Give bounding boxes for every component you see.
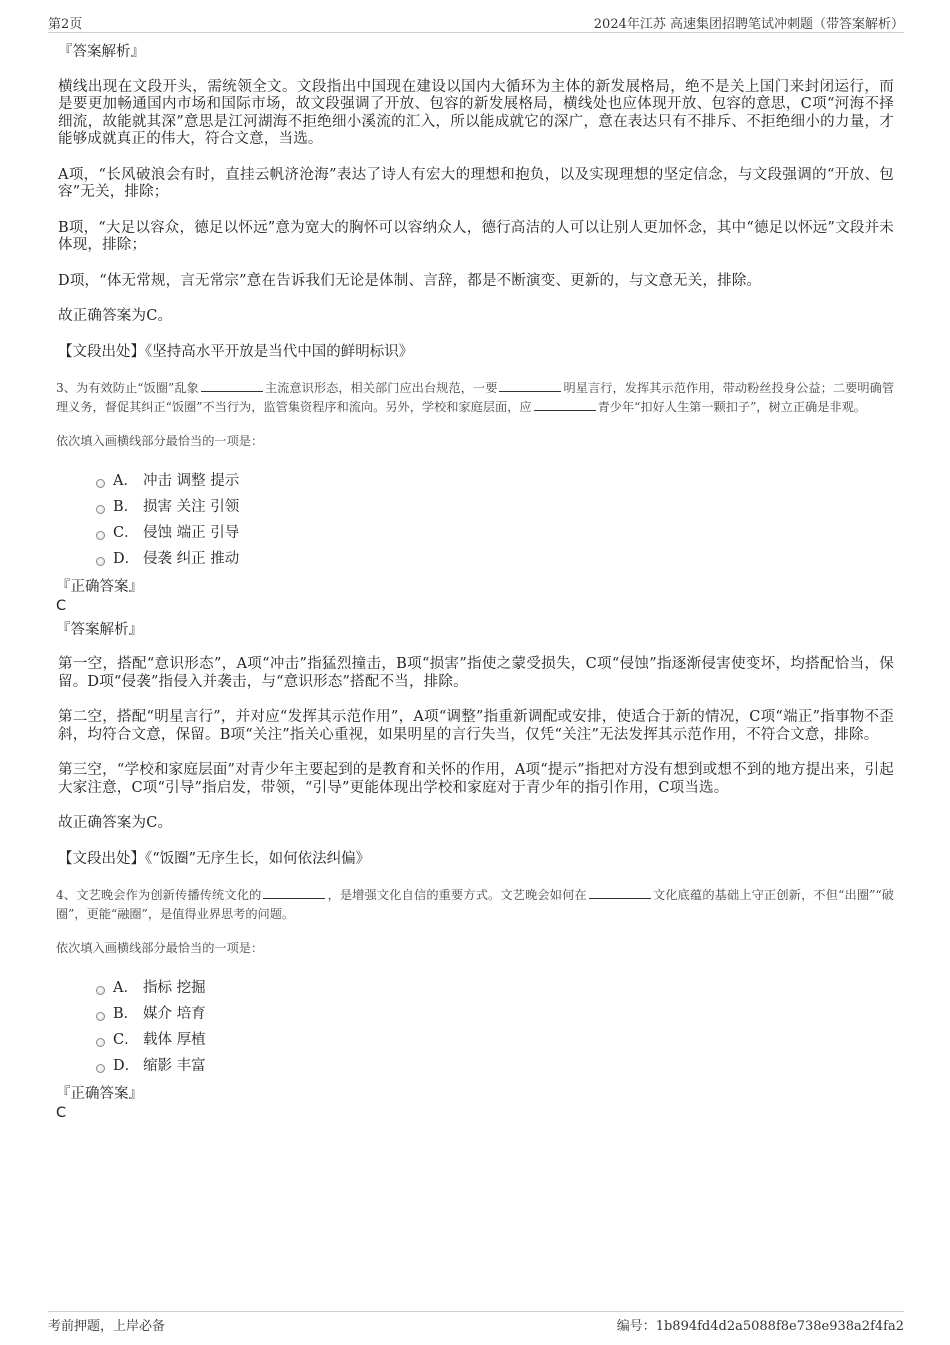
radio-icon[interactable] [96,986,105,995]
q3-prompt: 依次填入画横线部分最恰当的一项是： [56,434,264,448]
radio-icon[interactable] [96,531,105,540]
q2-analysis-label: 『答案解析』 [58,44,145,60]
page-number: 第2页 [48,16,83,32]
fill-blank [589,887,651,899]
fill-blank [263,887,325,899]
fill-blank [534,399,596,411]
q2-analysis-paragraph: B项，“大足以容众，德足以怀远”意为宽大的胸怀可以容纳众人，德行高洁的人可以让别人更加怀念，其中“德足以怀远”文段并未体现，排除； [58,219,894,253]
q3-analysis-paragraph: 第一空，搭配“意识形态”，A项“冲击”指猛烈撞击，B项“损害”指使之蒙受损失，C项“侵蚀”指逐渐侵害使变坏，均搭配恰当，保留。D项“侵袭”指侵入并袭击，与“意识形态”搭配不当，排除。 [58,656,894,690]
q4-stem: 4、文艺晚会作为创新传播传统文化的 ，是增强文化自信的重要方式。文艺晚会如何在 文化底蕴的基础上守正创新，不但“出圈”“破圈”，更能“融圈”，是值得业界思考的问题。 [56,888,894,921]
page-content [58,44,894,1129]
footer-slogan: 考前押题，上岸必备 [48,1318,166,1334]
q3-source: 【文段出处】《“饭圈”无序生长，如何依法纠偏》 [58,850,371,867]
fill-blank [499,380,561,392]
q3-analysis-paragraph: 第二空，搭配“明星言行”，并对应“发挥其示范作用”，A项“调整”指重新调配或安排，使适合于新的情况，C项“端正”指事物不歪斜，均符合文意，保留。B项“关注”指关心重视，如果明星的言行失当，仅凭“关注”无法发挥其示范作用，不符合文意，排除。 [58,709,894,743]
q4-answer: C [56,1105,67,1121]
q3-answer-label: 『正确答案』 [56,578,143,595]
q3-options [96,469,894,573]
q4-option-c[interactable]: C． 载体 厚植 [96,1028,894,1054]
radio-icon[interactable] [96,1064,105,1073]
q3-analysis-paragraph: 第三空，“学校和家庭层面”对青少年主要起到的是教育和关怀的作用，A项“提示”指把对方没有想到或想不到的地方提出来，引起大家注意，C项“引导”指启发，带领，“引导”更能体现出学校和家庭对于青少年的指引作用，C项当选。 [58,762,894,796]
q4-prompt: 依次填入画横线部分最恰当的一项是： [56,941,264,955]
q4-option-d[interactable]: D． 缩影 丰富 [96,1054,894,1080]
q3-conclusion: 故正确答案为C。 [58,815,173,831]
q2-analysis-paragraph: D项，“体无常规，言无常宗”意在告诉我们无论是体制、言辞，都是不断演变、更新的，与文意无关，排除。 [58,272,762,289]
q2-source: 【文段出处】《坚持高水平开放是当代中国的鲜明标识》 [58,343,414,360]
radio-icon[interactable] [96,505,105,514]
document-id: 编号：1b894fd4d2a5088f8e738e938a2f4fa2 [616,1318,904,1334]
q4-answer-label: 『正确答案』 [56,1085,143,1102]
q4-option-a[interactable]: A． 指标 挖掘 [96,976,894,1002]
q3-analysis-label: 『答案解析』 [56,621,143,638]
q2-analysis-paragraph: 横线出现在文段开头，需统领全文。文段指出中国现在建设以国内大循环为主体的新发展格局，绝不是关上国门来封闭运行，而是要更加畅通国内市场和国际市场，故文段强调了开放、包容的新发展格局，横线处也应体现开放、包容的意思，C项“河海不择细流，故能就其深”意思是江河湖海不拒绝细小溪流的汇入，所以能成就它的深广，意在表达只有不排斥、不拒绝细小的力量，才能够成就真正的伟大，符合文意，当选。 [58,78,894,147]
fill-blank [201,380,263,392]
q3-option-d[interactable]: D． 侵袭 纠正 推动 [96,547,894,573]
q3-option-b[interactable]: B． 损害 关注 引领 [96,495,894,521]
q4-options [96,976,894,1080]
q2-conclusion: 故正确答案为C。 [58,308,173,324]
page-header [48,12,904,33]
radio-icon[interactable] [96,1012,105,1021]
q3-answer: C [56,598,67,614]
q4-option-b[interactable]: B． 媒介 培育 [96,1002,894,1028]
q2-analysis-paragraph: A项，“长风破浪会有时，直挂云帆济沧海”表达了诗人有宏大的理想和抱负，以及实现理想的坚定信念，与文段强调的“开放、包容”无关，排除； [58,166,894,200]
q3-option-a[interactable]: A． 冲击 调整 提示 [96,469,894,495]
radio-icon[interactable] [96,479,105,488]
q3-stem: 3、为有效防止“饭圈”乱象 主流意识形态，相关部门应出台规范，一要 明星言行，发挥其示范作用，带动粉丝投身公益；二要明确管理义务，督促其纠正“饭圈”不当行为，监管集资程序和流向。另外，学校和家庭层面，应 青少年“扣好人生第一颗扣子”，树立正确是非观。 [56,381,895,414]
q3-option-c[interactable]: C． 侵蚀 端正 引导 [96,521,894,547]
page-footer [48,1311,904,1334]
document-title: 2024年江苏 高速集团招聘笔试冲刺题（带答案解析） [593,16,904,32]
radio-icon[interactable] [96,557,105,566]
radio-icon[interactable] [96,1038,105,1047]
